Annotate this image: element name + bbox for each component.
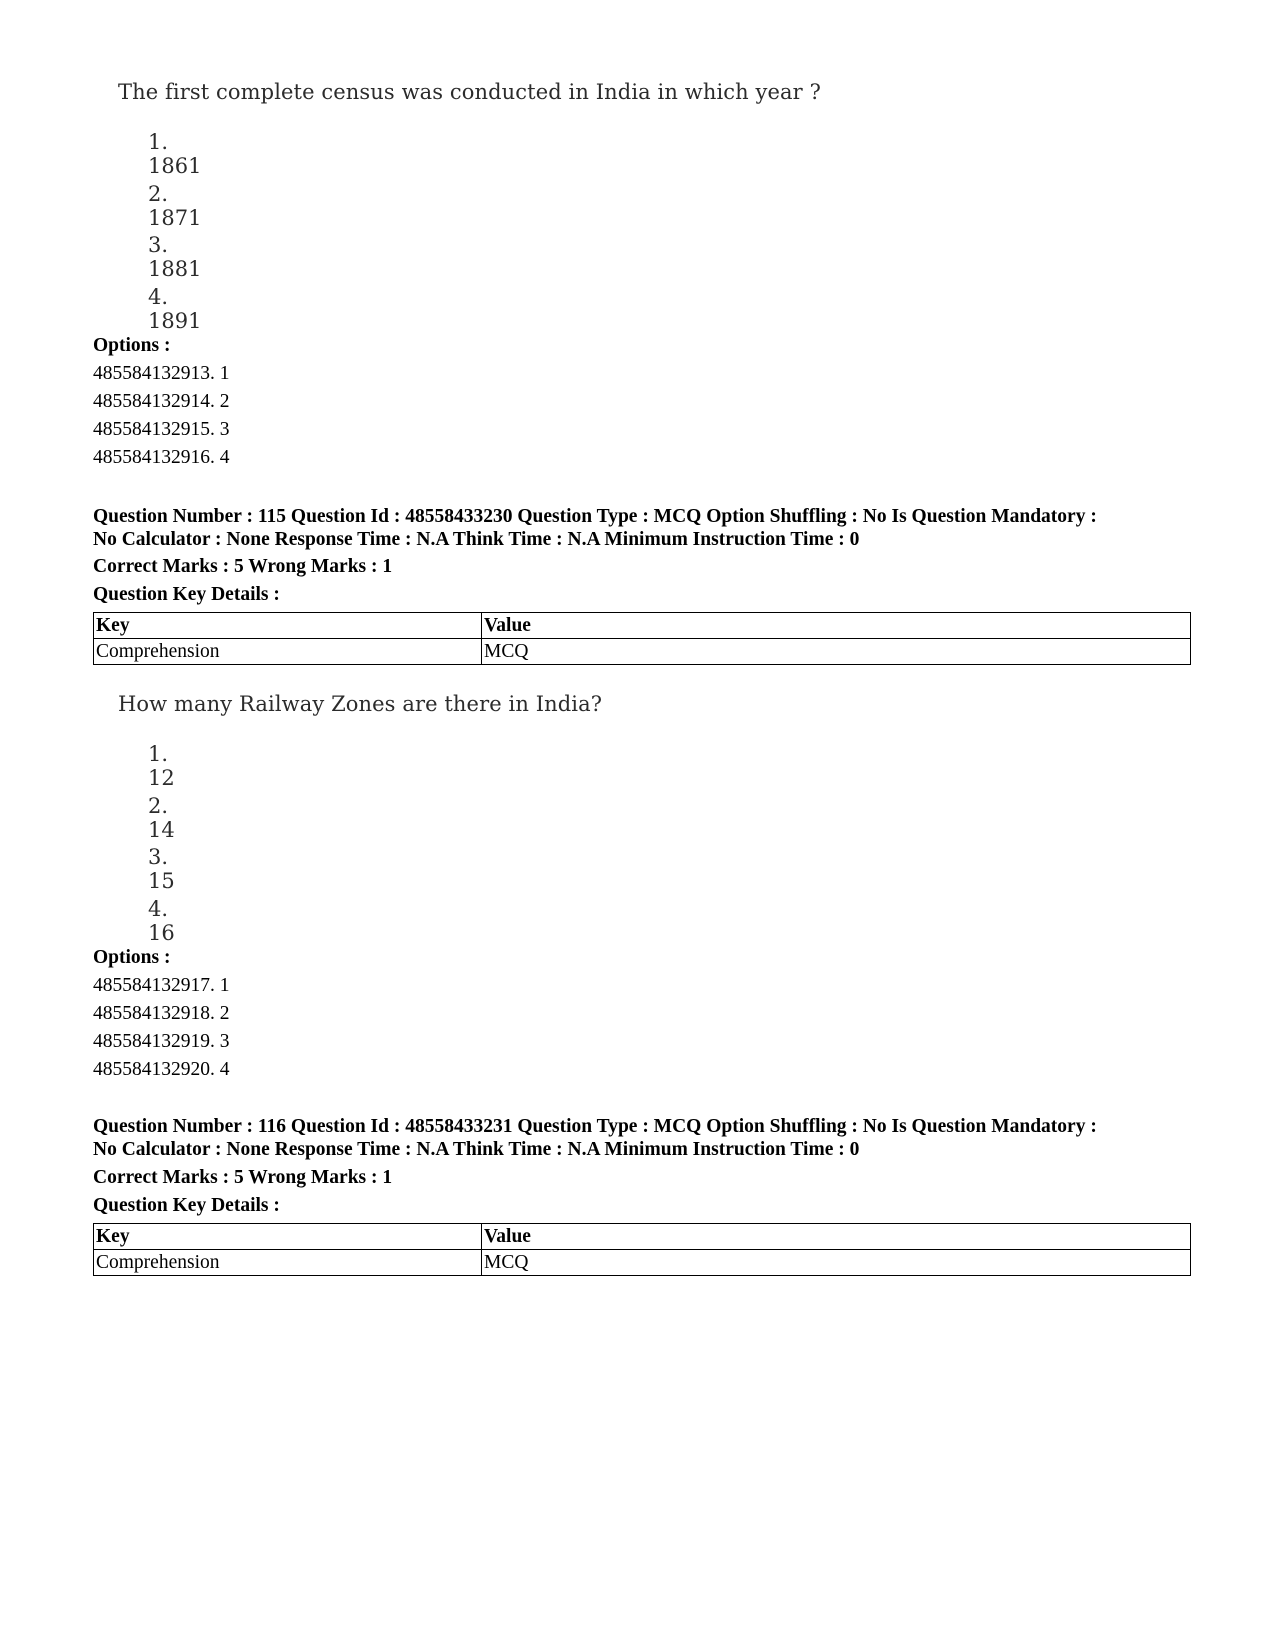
question-text: The first complete census was conducted in India in which year ? [118, 80, 821, 104]
table-cell: MCQ [482, 639, 1191, 665]
option-id: 485584132918. 2 [93, 1003, 230, 1024]
table-header-row [94, 1224, 1191, 1250]
table-header-row [94, 613, 1191, 639]
meta-line: Question Number : 115 Question Id : 48558433230 Question Type : MCQ Option Shuffling : No Is Question Mandatory : [93, 506, 1097, 527]
choice-item: 4. 16 [148, 897, 175, 945]
option-id: 485584132915. 3 [93, 419, 230, 440]
table-cell: MCQ [482, 1250, 1191, 1276]
question-image-railway [118, 692, 602, 716]
choice-item: 4. 1891 [148, 285, 202, 333]
options-label: Options : [93, 947, 171, 968]
key-details-table [93, 1223, 1191, 1276]
option-id: 485584132914. 2 [93, 391, 230, 412]
option-id: 485584132920. 4 [93, 1059, 230, 1080]
table-row [94, 1250, 1191, 1276]
option-id: 485584132919. 3 [93, 1031, 230, 1052]
table-row [94, 639, 1191, 665]
meta-line: No Calculator : None Response Time : N.A Think Time : N.A Minimum Instruction Time : 0 [93, 1139, 860, 1160]
marks-115: Correct Marks : 5 Wrong Marks : 1 [93, 556, 393, 577]
choice-item: 1. 12 [148, 742, 175, 790]
choice-item: 3. 1881 [148, 233, 202, 281]
marks-116: Correct Marks : 5 Wrong Marks : 1 [93, 1167, 393, 1188]
question-image-census [118, 80, 821, 104]
choice-item: 3. 15 [148, 845, 175, 893]
table-header-value: Value [482, 1224, 1191, 1250]
options-list [93, 944, 1193, 1084]
meta-line: No Calculator : None Response Time : N.A Think Time : N.A Minimum Instruction Time : 0 [93, 529, 860, 550]
question-text: How many Railway Zones are there in India? [118, 692, 603, 716]
choice-item: 2. 14 [148, 794, 175, 842]
table-header-key: Key [94, 613, 482, 639]
key-details-label: Question Key Details : [93, 1195, 280, 1216]
options-list [93, 332, 1193, 472]
key-details-table [93, 612, 1191, 665]
question-meta-116 [93, 1115, 1193, 1161]
key-details-label: Question Key Details : [93, 584, 280, 605]
choice-item: 2. 1871 [148, 182, 202, 230]
option-id: 485584132916. 4 [93, 447, 230, 468]
table-cell: Comprehension [94, 1250, 482, 1276]
option-id: 485584132913. 1 [93, 363, 230, 384]
choice-item: 1. 1861 [148, 130, 202, 178]
table-header-value: Value [482, 613, 1191, 639]
question-meta-115 [93, 505, 1193, 551]
table-header-key: Key [94, 1224, 482, 1250]
table-cell: Comprehension [94, 639, 482, 665]
options-label: Options : [93, 335, 171, 356]
meta-line: Question Number : 116 Question Id : 48558433231 Question Type : MCQ Option Shuffling : No Is Question Mandatory : [93, 1116, 1097, 1137]
option-id: 485584132917. 1 [93, 975, 230, 996]
